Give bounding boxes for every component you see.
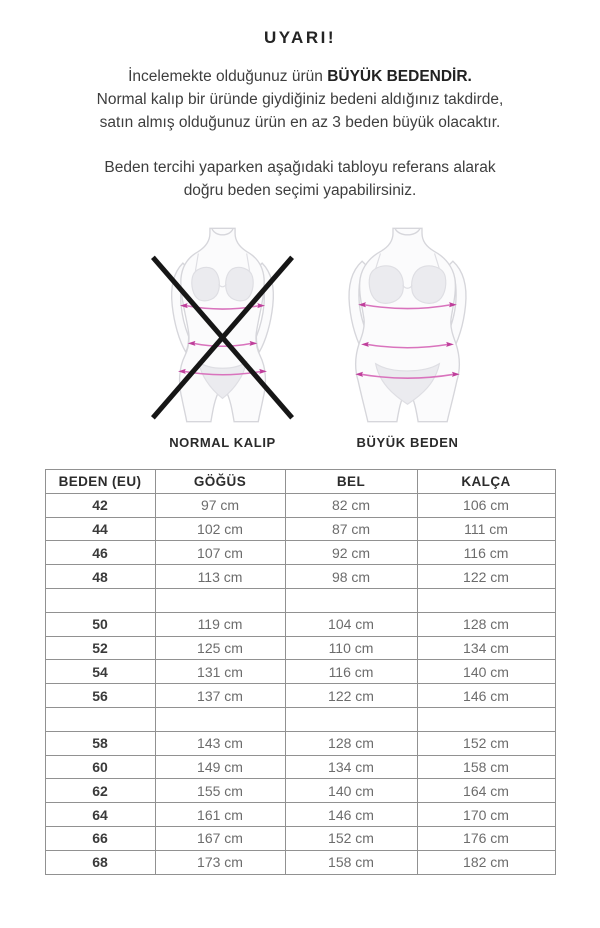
measurement-cell: 158 cm [417,755,555,779]
table-row [45,493,555,517]
normal-fit-silhouette-crossed-icon [150,226,295,424]
measurement-cell: 106 cm [417,493,555,517]
measurement-cell: 170 cm [417,803,555,827]
size-cell: 46 [45,541,155,565]
measurement-cell: 122 cm [285,684,417,708]
measurement-cell: 182 cm [417,850,555,874]
size-table [45,469,556,875]
measurement-cell: 146 cm [285,803,417,827]
table-row [45,826,555,850]
measurement-cell: 167 cm [155,826,285,850]
measurement-cell: 161 cm [155,803,285,827]
figure-labels [30,435,600,450]
plus-size-label: BÜYÜK BEDEN [356,435,459,450]
table-row [45,803,555,827]
table-row [45,779,555,803]
instruction-paragraph [0,156,600,202]
measurement-cell: 137 cm [155,684,285,708]
measurement-cell: 82 cm [285,493,417,517]
measurement-cell: 104 cm [285,612,417,636]
intro-paragraph [0,65,600,134]
measurement-cell: 134 cm [285,755,417,779]
size-cell: 64 [45,803,155,827]
size-cell: 52 [45,636,155,660]
bold-warning-text: BÜYÜK BEDENDİR. [327,68,472,85]
measurement-cell [285,588,417,612]
size-cell: 42 [45,493,155,517]
column-header: KALÇA [417,470,555,494]
measurement-cell: 87 cm [285,517,417,541]
measurement-cell: 128 cm [285,731,417,755]
measurement-cell: 125 cm [155,636,285,660]
table-row [45,684,555,708]
normal-fit-figure [150,226,295,424]
intro-line-3: satın almış olduğunuz ürün en az 3 beden büyük olacaktır. [99,114,501,131]
size-cell: 50 [45,612,155,636]
measurement-cell [155,707,285,731]
measurement-cell: 119 cm [155,612,285,636]
size-cell: 44 [45,517,155,541]
column-header: GÖĞÜS [155,470,285,494]
size-cell: 60 [45,755,155,779]
measurement-cell [417,707,555,731]
column-header: BEL [285,470,417,494]
page-title: UYARI! [264,28,336,47]
table-row [45,612,555,636]
measurement-cell: 98 cm [285,565,417,589]
measurement-cell: 155 cm [155,779,285,803]
measurement-cell: 152 cm [285,826,417,850]
measurement-cell: 107 cm [155,541,285,565]
separator-row [45,588,555,612]
table-row [45,660,555,684]
measurement-cell: 122 cm [417,565,555,589]
separator-row [45,707,555,731]
size-cell: 48 [45,565,155,589]
measurement-cell: 113 cm [155,565,285,589]
measurement-cell: 164 cm [417,779,555,803]
measurement-cell: 140 cm [285,779,417,803]
instruction-line-1: Beden tercihi yaparken aşağıdaki tabloyu referans alarak [104,159,496,176]
table-row [45,636,555,660]
instruction-line-2: doğru beden seçimi yapabilirsiniz. [183,182,417,199]
table-row [45,755,555,779]
size-cell: 66 [45,826,155,850]
column-header: BEDEN (EU) [45,470,155,494]
body-diagrams [30,226,600,424]
normal-fit-label: NORMAL KALIP [169,435,276,450]
table-row [45,517,555,541]
intro-line-2: Normal kalıp bir üründe giydiğiniz bedeni aldığınız takdirde, [96,91,504,108]
measurement-cell: 149 cm [155,755,285,779]
measurement-cell: 176 cm [417,826,555,850]
measurement-cell: 92 cm [285,541,417,565]
size-cell: 54 [45,660,155,684]
size-guide-page [0,28,600,928]
measurement-cell: 116 cm [417,541,555,565]
measurement-cell: 143 cm [155,731,285,755]
measurement-cell: 146 cm [417,684,555,708]
table-row [45,731,555,755]
size-cell: 56 [45,684,155,708]
measurement-cell: 111 cm [417,517,555,541]
table-row [45,850,555,874]
size-cell [45,707,155,731]
measurement-cell: 158 cm [285,850,417,874]
table-row [45,565,555,589]
measurement-cell [417,588,555,612]
measurement-cell: 152 cm [417,731,555,755]
plus-size-silhouette-icon [335,226,480,424]
measurement-cell [285,707,417,731]
size-cell: 68 [45,850,155,874]
measurement-cell: 140 cm [417,660,555,684]
plus-size-figure [335,226,480,424]
measurement-cell: 110 cm [285,636,417,660]
measurement-cell: 131 cm [155,660,285,684]
intro-line-1: İncelemekte olduğunuz ürün BÜYÜK BEDENDİR. [128,68,472,85]
measurement-cell: 134 cm [417,636,555,660]
measurement-cell: 173 cm [155,850,285,874]
measurement-cell: 102 cm [155,517,285,541]
measurement-cell: 97 cm [155,493,285,517]
size-cell: 58 [45,731,155,755]
measurement-cell: 128 cm [417,612,555,636]
table-row [45,541,555,565]
size-cell [45,588,155,612]
measurement-cell: 116 cm [285,660,417,684]
table-header-row [45,470,555,494]
measurement-cell [155,588,285,612]
size-cell: 62 [45,779,155,803]
